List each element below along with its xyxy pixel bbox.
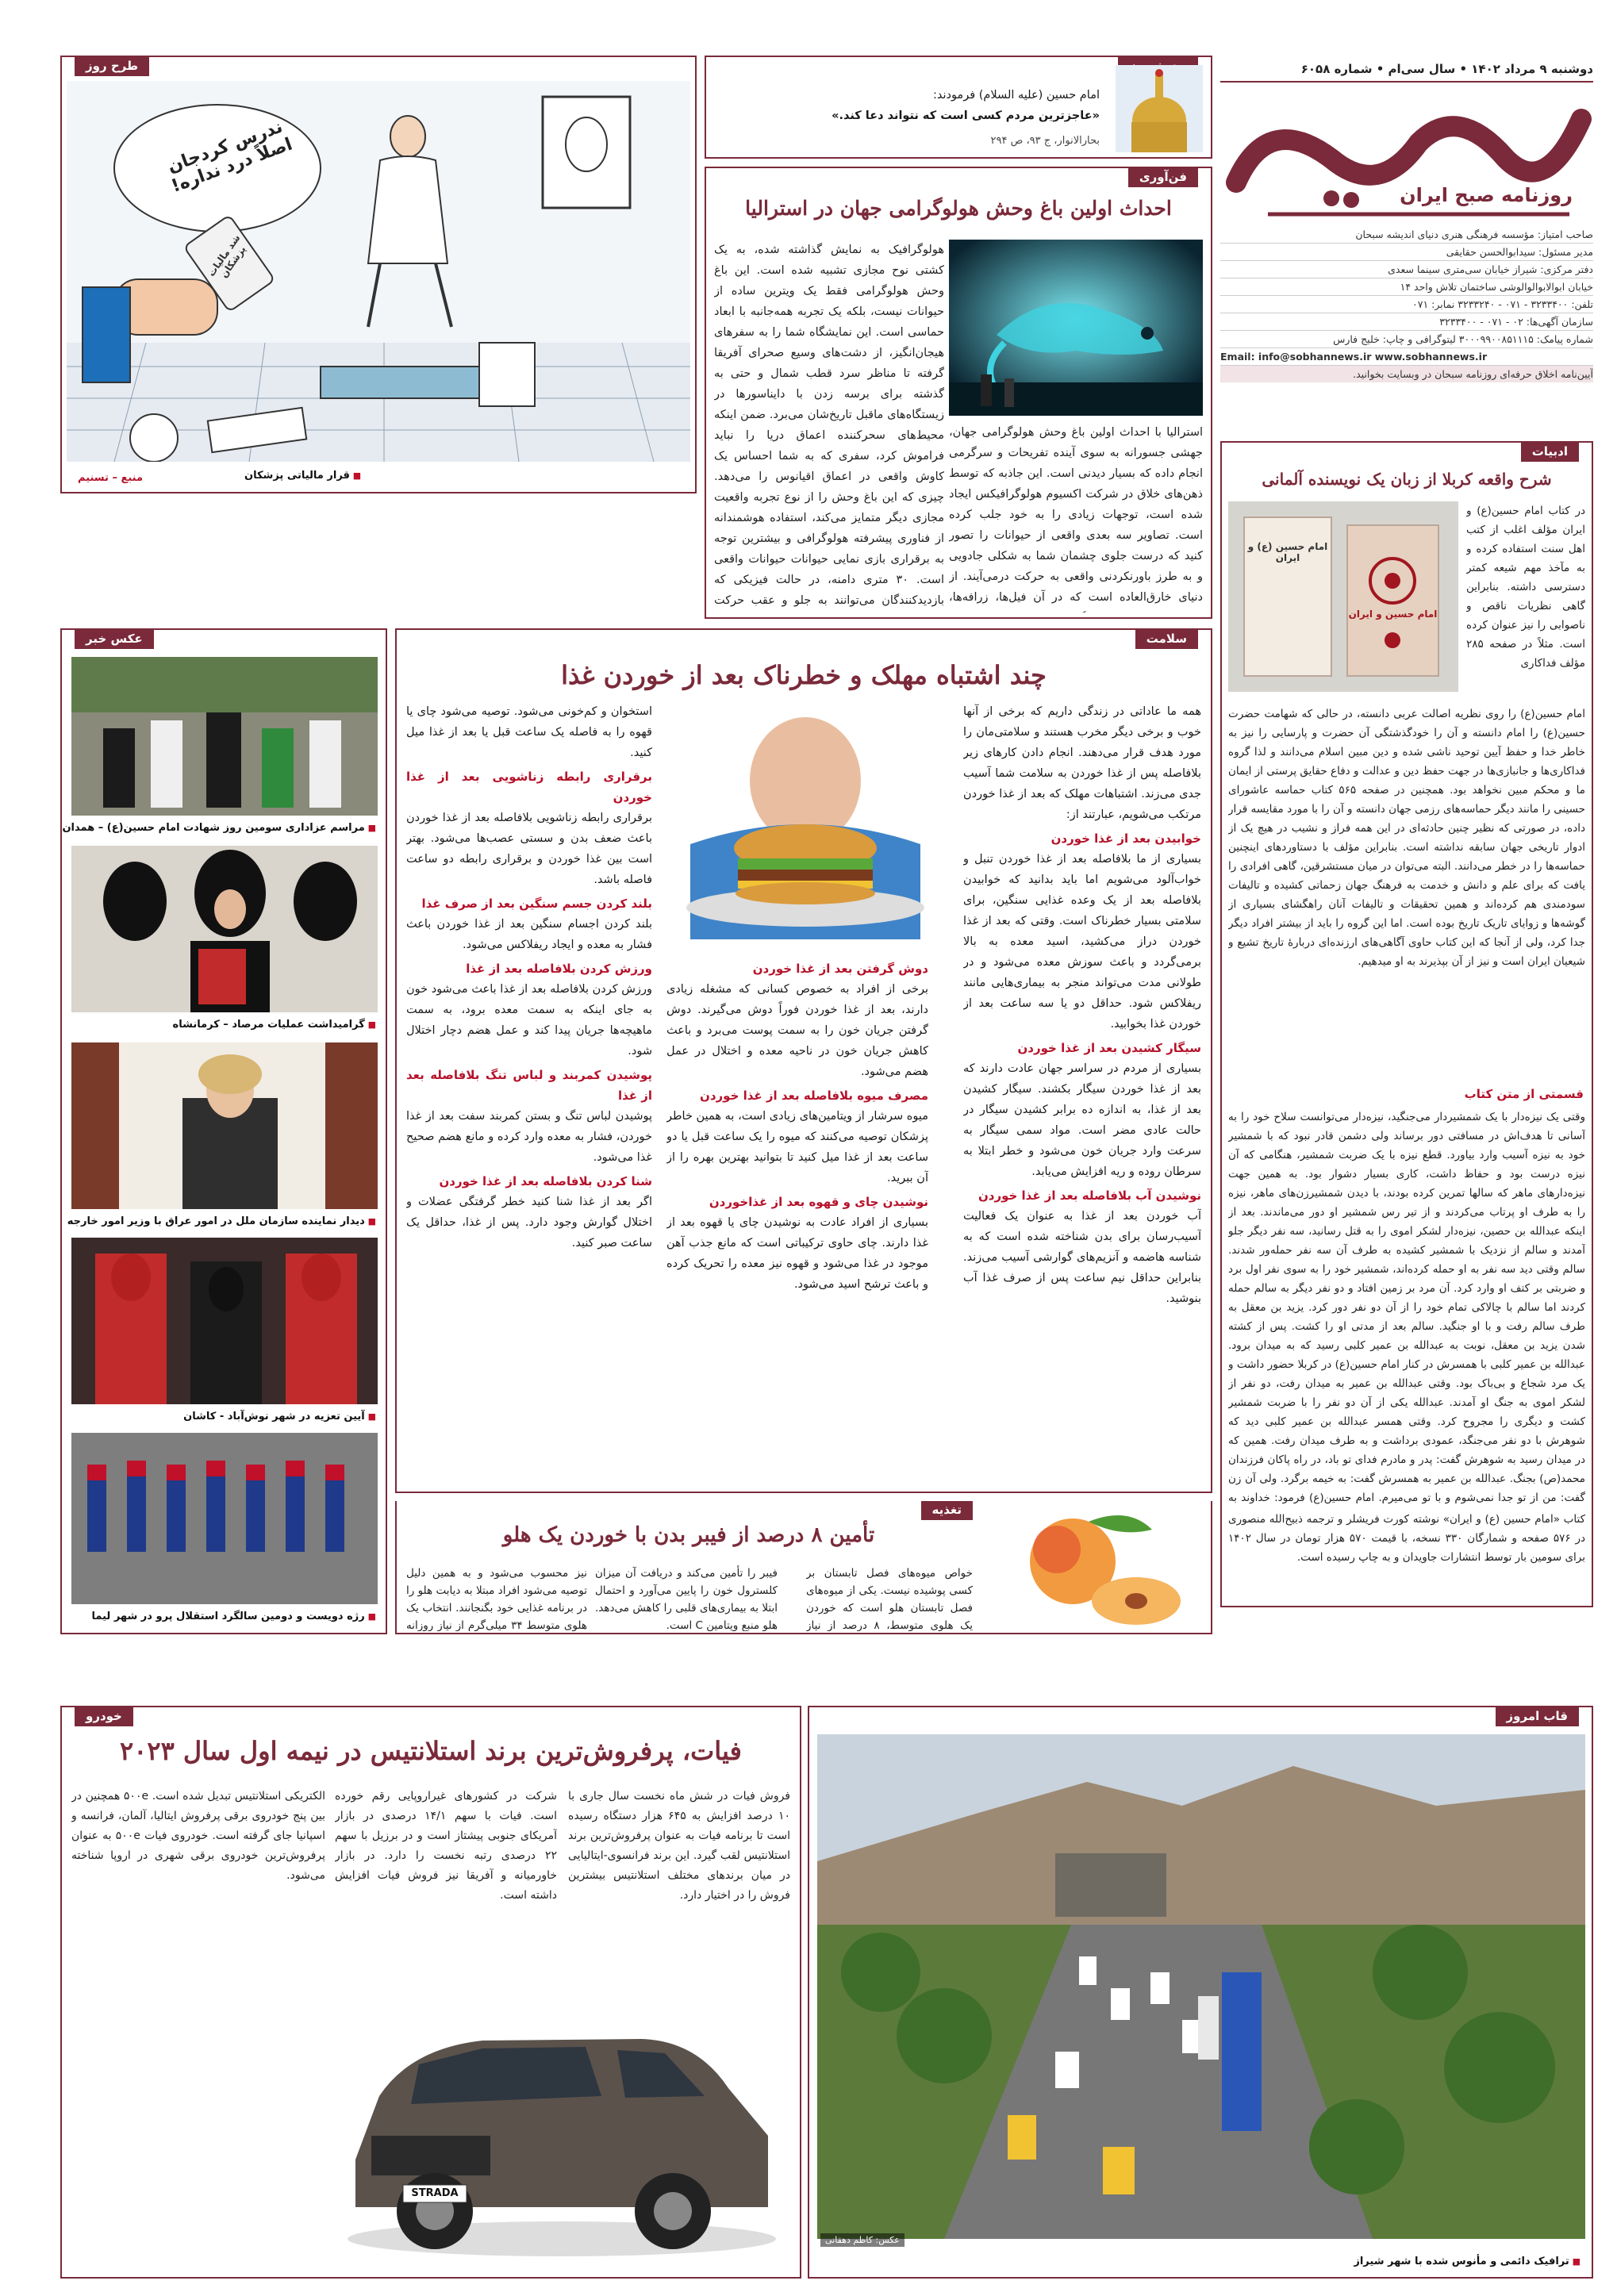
health-intro: همه ما عاداتی در زندگی داریم که برخی از آنها خوب و برخی دیگر مخرب هستند و سلامتی‌مان را مورد هدف قرار می‌دهند. انجام دادن کارهای زیر بلافاصله پس از غذا خوردن به سلامت شما آسیب جدی می‌زند. اشتباهات مهلک که بعد از غذا خوردن مرتکب می‌شویم، عبارتند از: <box>963 705 1201 821</box>
books-excerpt: وقتی یک نیزه‌دار با یک شمشیردار می‌جنگید، نیزه‌دار می‌توانست سلاح خود را به آسانی تا هدف‌اش در مسافتی دور برساند ولی دشمن قادر نبود که با شمشیر خود به نیزه آسیب وارد بیاورد. قطع نیزه با یک ضربت شمشیر، هنگامی که آن نیزه درست بود و حفاظ داشت، کاری بسیار دشوار بود. به همین جهت نیزه‌دارهای ماهر که سالها تمرین کرده بودند، با دیدن شمشیرزن‌های ماهر، نیزه را به طرف او پرتاب می‌کردند و از تیر رس شمشیر او دور می‌ماندند. بعد از اینکه عبدالله بن حصین، نیزه‌دار لشکر اموی را به قتل رسانید، سه نفر دیگر جلو آمدند و سالم از نزدیک با شمشیر کشیده به طرف آن سه نفر حمله‌ور شدند. سالم وقتی دید سه نفر به او حمله کرده‌اند، شمشیر خود را به سوی نفر اول برد و ضربتی بر کتف او وارد کرد. آن مرد بر زمین افتاد و دو نفر دیگر به سالم حمله کردند اما سالم با چالاکی تمام خود را از آن دو نفر دور کرد. یزید بن معقل به طرف سالم رفت و با او جنگید. سالم بعد از مدتی او را کشت. پس از کشته شدن یزید بن معقل، نوبت به عبدالله بن عمیر کلبی رسید که به میدان برود. عبدالله بن عمیر کلبی با همسرش در کنار امام حسین(ع) در کربلا حضور داشت و یک مرد شجاع و بی‌باک بود. وقتی عبدالله بن عمیر به میدان رفت، دو نفر از لشکر اموی به جنگ او آمدند. عبدالله یکی از آن دو نفر را با ضربت شمشیر کشت و دیگری را مجروح کرد. وقتی همسر عبدالله بن عمیر کلبی دید که شوهرش با دو نفر می‌جنگد، عمودی برداشت و به طرف میدان رفت. همین که در میدان رسید به شوهرش گفت: پدر و مادرم فدای تو باد، در راه پاکان فرزندان محمد(ص) بجنگ. عبدالله بن عمیر به همسرش گفت: به خیمه برگرد. ولی آن زن گفت: من از تو جدا نمی‌شوم و با تو می‌میرم. امام حسین(ع) فرمود: خداوند به <box>1228 1111 1585 1504</box>
auto-col-right: فروش فیات در شش ماه نخست سال جاری با ۱۰ درصد افزایش به ۶۴۵ هزار دستگاه رسیده است تا برنامه فیات به عنوان پرفروش‌ترین برند استلانتیس لقب گیرد. این برند فرانسوی-ایتالیایی در میان برندهای مختلف استلانتیس بیشترین فروش را در اختیار دارد. <box>568 1790 790 1902</box>
nutrition-col-middle: فیبر را تأمین می‌کند و دریافت آن میزان کلسترول خون را پایین می‌آورد و احتمال ابتلا به بیماری‌های قلبی را کاهش می‌دهد. هلو منبع ویتامین C است. <box>595 1567 778 1631</box>
health-paragraph: میوه سرشار از ویتامین‌های زیادی است، به همین خاطر پزشکان توصیه می‌کنند که میوه را یک ساعت قبل یا دو ساعت بعد از غذا میل کنید تا بتوانید بهترین بهره را از آن ببرید. <box>666 1110 928 1184</box>
books-intro: در کتاب امام حسین(ع) و ایران مؤلف اغلب از کتب اهل سنت استفاده کرده و به مآخذ مهم شیعه کمتر دسترسی داشته. بنابراین گاهی نظریات ناقص و ناصوابی را نیز عنوان کرده است. مثلاً در صفحه ۲۸۵ مؤلف فداکاری <box>1466 505 1585 670</box>
photo-day-caption: ■ ترافیک دائمی و مأنوس شده با شهر شیراز <box>1354 2256 1581 2267</box>
photo-un-meeting <box>71 1042 378 1209</box>
health-paragraph: پوشیدن لباس تنگ و بستن کمربند سفت بعد از غذا خوردن، فشار به معده وارد کرده و مانع هضم صحیح غذا می‌شود. <box>406 1110 652 1164</box>
photo-tazieh-kashan <box>71 1238 378 1404</box>
health-subhead: بلند کردن جسم سنگین بعد از صرف غذا <box>421 897 652 911</box>
books-box <box>1220 441 1593 1607</box>
nutrition-col-right: خواص میوه‌های فصل تابستان بر کسی پوشیده نیست. یکی از میوه‌های فصل تابستان هلو است که خوردن یک هلوی متوسط، ۸ درصد از نیاز <box>806 1567 973 1631</box>
info-line: آیین‌نامه اخلاق حرفه‌ای روزنامه سبحان در وبسایت بخوانید. <box>1220 366 1593 382</box>
health-paragraph: آب خوردن بعد از غذا به عنوان یک فعالیت آسیب‌رسان برای بدن شناخته شده است که به شناسه هاضمه و آنزیم‌های گوارشی آسیب می‌زند. بنابراین حداقل نیم ساعت پس از صرف غذا آب بنوشید. <box>963 1210 1201 1305</box>
health-box <box>395 628 1212 1493</box>
burger-man-image <box>659 709 952 939</box>
photo-caption: ■ مراسم عزاداری سومین روز شهادت امام حسین(ع) – همدان <box>62 822 376 834</box>
nutrition-box <box>395 1501 1212 1634</box>
date-bar: دوشنبه ۹ مرداد ۱۴۰۲ • سال سی‌ام • شماره ۶۰۵۸ <box>1220 62 1593 83</box>
hadith-line1: امام حسین (علیه السلام) فرمودند: <box>932 89 1100 102</box>
health-subhead: نوشیدن چای و قهوه بعد از غذاخوردن <box>709 1195 928 1209</box>
health-subhead: پوشیدن کمربند و لباس تنگ بلافاصله بعد از غذا <box>406 1068 652 1103</box>
health-subhead: نوشیدن آب بلافاصله بعد از غذا خوردن <box>977 1188 1201 1203</box>
masthead-info <box>1220 226 1593 382</box>
photo-day-box <box>808 1706 1593 2279</box>
health-paragraph: بلند کردن اجسام سنگین بعد از غذا خوردن باعث فشار به معده و ایجاد ریفلاکس می‌شود. <box>406 918 652 951</box>
book-cover-title: امام حسین و ایران <box>1348 609 1438 620</box>
health-paragraph: ورزش کردن بلافاصله بعد از غذا باعث می‌شود خون به جای اینکه به سمت معده برود، به سمت ماهیچه‌ها جریان پیدا کند و عمل هضم دچار اختلال شود. <box>406 983 652 1058</box>
info-line: مدیر مسئول: سیدابوالحسن حقایقی <box>1220 244 1593 261</box>
health-paragraph: بسیاری از مردم در سراسر جهان عادت دارند که بعد از غذا خوردن سیگار بکشند. سیگار کشیدن بعد از غذا، به اندازه ده برابر کشیدن سیگار در حالت عادی مضر است. مواد سمی سیگار به سرعت وارد جریان خون می‌شود و خطر ابتلا به سرطان روده و ریه افزایش می‌یابد. <box>963 1062 1201 1178</box>
books-footer: کتاب «امام حسین (ع) و ایران» نوشته کورت فریشلر و ترجمه ذبیح‌الله منصوری در ۵۷۶ صفحه و شمارگان ۳۳۰ نسخه، با قیمت ۵۷۰ هزار تومان در سال ۱۴۰۲ برای سومین بار توسط انتشارات جاویدان و به چاپ رسیده است. <box>1228 1513 1585 1564</box>
photo-caption: ■ دیدار نماینده سازمان ملل در امور عراق با وزیر امور خارجه <box>67 1215 376 1227</box>
info-line: شماره پیامک: ۳۰۰۰۹۹۰۰۸۵۱۱۱۵ لیتوگرافی و چاپ: خلیج فارس <box>1220 331 1593 348</box>
health-paragraph: بسیاری از ما بلافاصله بعد از غذا خوردن تنبل و خواب‌آلود می‌شویم اما باید بدانید که خوابیدن بلافاصله بعد از یک وعده غذایی سنگین، برای سلامتی بسیار خطرناک است. وقتی که بعد از غذا خوردن دراز می‌کشید، اسید معده به بالا برمی‌گردد و باعث سوزش معده می‌شود و در طولانی مدت می‌تواند منجر به بیماری‌هایی مانند ریفلاکس شود. حداقل دو یا سه ساعت بعد از خوردن غذا بخوابید. <box>963 853 1201 1031</box>
photo-credit: عکس: کاظم دهقانی <box>820 2233 905 2247</box>
health-subhead: سیگار کشیدن بعد از غذا خوردن <box>1017 1041 1201 1055</box>
newspaper-logo <box>1220 87 1593 222</box>
health-paragraph: بسیاری از افراد عادت به نوشیدن چای یا قهوه بعد از غذا دارند. چای حاوی ترکیباتی است که مانع جذب آهن موجود در غذا می‌شود و قهوه نیز معده را تحریک کرده و باعث ترشح اسید می‌شود. <box>666 1216 928 1291</box>
health-paragraph: برخی از افراد به خصوص کسانی که مشغله زیادی دارند، بعد از غذا خوردن فوراً دوش می‌گیرند. دوش گرفتن جریان خون را به سمت پوست می‌برد و باعث کاهش جریان خون در ناحیه معده و اختلال در عمل هضم می‌شود. <box>666 983 928 1078</box>
nutrition-headline: تأمین ۸ درصد از فیبر بدن با خوردن یک هلو <box>502 1523 875 1547</box>
photo-peru-parade <box>71 1433 378 1604</box>
health-col-right <box>963 701 1201 1487</box>
health-paragraph: اگر بعد از غذا شنا کنید خطر گرفتگی عضلات و اختلال گوارش وجود دارد. پس از غذا، حداقل یک ساعت صبر کنید. <box>406 1196 652 1250</box>
health-col-left <box>406 701 652 1487</box>
photo-news-box <box>60 628 387 1634</box>
health-subhead: ورزش کردن بلافاصله بعد از غذا <box>466 962 652 976</box>
health-subhead: خوابیدن بعد از غذا خوردن <box>1050 831 1201 846</box>
section-tag: عکس خبر <box>75 628 154 649</box>
bottle-label: شد مالیات پزشکان <box>205 232 248 280</box>
section-tag: تغذیه <box>921 1501 974 1520</box>
info-line: تلفن: ۳۲۳۳۴۰۰ - ۰۷۱ - ۳۲۳۳۲۴۰ نمابر: ۰۷۱ <box>1220 296 1593 313</box>
section-tag: فن‌آوری <box>1128 167 1198 187</box>
auto-col-left: الکتریکی استلانتیس تبدیل شده است. ۵۰۰e همچنین در بین پنج خودروی برقی پرفروش ایتالیا، آلمان، فرانسه و اسپانیا جای گرفته است. خودروی فیات ۵۰۰e به عنوان پرفروش‌ترین خودروی برقی شهری در اروپا شناخته می‌شود. <box>71 1790 325 1882</box>
peach-image <box>977 1506 1200 1630</box>
cartoon-box <box>60 56 697 493</box>
health-headline: چند اشتباه مهلک و خطرناک بعد از خوردن غذا <box>561 660 1047 690</box>
health-subhead: برقراری رابطه زناشویی بعد از غذا خوردن <box>406 770 652 804</box>
license-plate: STRADA <box>411 2187 459 2199</box>
books-body: امام حسین(ع) را روی نظریه اصالت عربی دانسته، در حالی که شهامت حضرت حسین(ع) را امام دانسته و آن را خودگذشتگی آن حضرت و پارسایی را نیز به خاطر خدا و حفظ آیین توحید ناشی شده و دین مبین اسلام می‌دانند و لذا گروه فداکاری‌ها و جانبازی‌ها در جهت حفظ دین و عدالت و دفاع حقایق پرستی از ایمان ما و محکم مبین نخواهد بود. همچنین در صفحه ۵۶۵ کتاب حماسه عاشورای حسینی را مانند دیگر حماسه‌های رزمی جهان دانسته و آن را با مورد مقایسه قرار داده، در صورتی که نظیر چنین حادثه‌ای در این همه فراز و نشیب در هیچ یک از ادوار تاریخی جهان سابقه نداشته است. بنابراین مؤلف با دستاوردهای اینچنین حماسه‌ها را در خطر می‌دانند. البته می‌توان در میان مستشرقین، گاهی افرادی را یافت که برای علم و دانش و خدمت به فرهنگ جهان زحماتی کشیده و تالیفات سودمندی هم کرده‌اند و همین تحقیقات و تالیفات آنان راهگشای بسیاری از گوشه‌ها و زوایای تاریک تاریخ بوده است. اما این گروه را باید از بیشتر افراد دیگر جدا کرد، ولی از آنجا که این کتاب حاوی آگاهی‌های ارزنده‌ای دربارهٔ تاریخ تشیع و شیعیان ایران است و نیز از آن بپذیرند به او میدهیم. <box>1228 708 1585 968</box>
cartoon-drawing <box>67 81 690 462</box>
hadith-line2: «عاجزترین مردم کسی است که نتواند دعا کند.» <box>832 109 1100 122</box>
info-line: خیابان ابوالابوالوالوشی ساختمان تلاش واحد ۱۴ <box>1220 278 1593 296</box>
tech-box <box>705 167 1212 619</box>
tech-col-left: هولوگرافیک به نمایش گذاشته شده، به یک کشتی نوح مجازی تشبیه شده است. این باغ وحش هولوگرامی فقط یک ویترین ساده از حیوانات نیست، بلکه یک تجربه همه‌جانبه با ابعاد حماسی است. این نمایشگاه شما را به سفرهای هیجان‌انگیز، از دشت‌های وسیع صحرای آفریقا گرفته تا مناظر سرد قطب شمال و حتی به گذشته برای برسه زدن با دایناسورها در زیستگاه‌های ماقبل تاریخ‌شان می‌برد. ضمن اینکه محیط‌های سحرکننده اعماق دریا را نباید فراموش کرد، سفری که به شما احساس یک کاوش واقعی در اعماق اقیانوس را می‌دهد. چیزی که این باغ وحش را از نوع تجربه واقعیت مجازی دیگر متمایز می‌کند، استفاده هوشمندانه از فناوری پیشرفته هولوگرافی و بیشترین توجه به برقراری بازی نمایی حیوانات حیوانات واقعی است. ۳۰ متری دامنه، در حالت فیزیکی که بازدیدکنندگان می‌توانند به جلو و عقب حرکت <box>714 244 944 607</box>
health-paragraph: برقراری رابطه زناشویی بلافاصله بعد از غذا خوردن باعث ضعف بدن و سستی عصب‌ها می‌شود. بهتر است بین غذا خوردن و برقراری رابطه دو ساعت فاصله باشد. <box>406 812 652 886</box>
photo-mourning-hamedan <box>71 657 378 816</box>
cartoon-source: منبع – تسنیم <box>78 472 144 484</box>
health-col-middle <box>666 955 928 1487</box>
speech-bubble-text: ندرس کردجان اصلاً درد نداره! <box>164 117 295 197</box>
shiraz-traffic-image <box>817 1734 1585 2239</box>
hadith-box <box>705 56 1212 159</box>
health-subhead: دوش گرفتن بعد از غذا خوردن <box>752 962 928 976</box>
fiat-car-image <box>324 1977 792 2271</box>
hologram-chameleon-image <box>949 240 1203 416</box>
section-tag: سلامت <box>1135 628 1198 649</box>
section-tag: ادبیات <box>1521 441 1579 462</box>
cartoon-caption: ■ قرار مالیاتی پزشکان <box>244 470 361 482</box>
nutrition-col-left: نیز محسوب می‌شود و به همین دلیل توصیه می‌شود افراد مبتلا به دیابت هلو را در برنامه غذایی خود بگنجانند. انتخاب یک هلوی متوسط ۳۴ میلی‌گرم از نیاز روزانه <box>406 1567 587 1631</box>
contact-line[interactable]: Email: info@sobhannews.ir www.sobhannews.ir <box>1220 348 1593 366</box>
info-line: صاحب امتیاز: مؤسسه فرهنگی هنری دنیای اندیشه سبحان <box>1220 226 1593 244</box>
photo-caption: ■ رژه دویست و دومین سالگرد استقلال پرو در شهر لیما <box>92 1611 376 1622</box>
health-subhead: شنا کردن بلافاصله بعد از غذا خوردن <box>439 1174 652 1188</box>
auto-headline: فیات، پرفروش‌ترین برند استلانتیس در نیمه اول سال ۲۰۲۳ <box>120 1736 742 1766</box>
photo-caption: ■ آیین تعزیه در شهر نوش‌آباد - کاشان <box>183 1411 376 1423</box>
section-tag: خودرو <box>75 1706 133 1726</box>
books-subhead: قسمتی از متن کتاب <box>1464 1087 1584 1101</box>
auto-col-middle: شرکت در کشورهای غیراروپایی رقم خورده است. فیات با سهم ۱۴/۱ درصدی در بازار آمریکای جنوبی پیشتاز است و در برزیل با سهم ۲۲ درصدی رتبه نخست را دارد. در بازار خاورمیانه و آفریقا نیز فروش فیات افزایش داشته است. <box>335 1790 557 1902</box>
auto-box <box>60 1706 801 2279</box>
section-tag: طرح روز <box>75 56 149 76</box>
books-headline: شرح واقعه کربلا از زبان یک نویسنده آلمانی <box>1262 470 1552 489</box>
photo-mersad-kermanshah <box>71 846 378 1012</box>
info-line: سازمان آگهی‌ها: ۰۲ - ۰۷۱ - ۳۲۳۳۴۰۰ <box>1220 313 1593 331</box>
health-paragraph: استخوان و کم‌خونی می‌شود. توصیه می‌شود چای یا قهوه را به فاصله یک ساعت قبل یا بعد از غذا میل کنید. <box>406 705 652 759</box>
logo-subtitle: روزنامه صبح ایران <box>1395 184 1577 206</box>
section-tag: قاب امروز <box>1496 1706 1579 1726</box>
masthead <box>1220 56 1593 436</box>
book-cover-title: امام حسین (ع) و ایران <box>1247 541 1328 563</box>
photo-caption: ■ گرامیداشت عملیات مرصاد – کرمانشاه <box>173 1019 376 1031</box>
health-subhead: مصرف میوه بلافاصله بعد از غذا خوردن <box>700 1088 928 1103</box>
tech-headline: احداث اولین باغ وحش هولوگرامی جهان در استرالیا <box>745 197 1172 220</box>
book-covers-image <box>1228 501 1458 692</box>
tech-col-right: استرالیا با احداث اولین باغ وحش هولوگرامی جهان، جهشی جسورانه به سوی آینده تفریحات و سرگرمی انجام داده که بسیار دیدنی است. این جاذبه که توسط ذهن‌های خلاق در شرکت اکسیوم هولوگرافیکس ایجاد شده است، توجهات زیادی را به خود جلب کرده است. تصاویر سه بعدی واقعی از حیوانات را تصور کنید که درست جلوی چشمان شما به شکلی جادویی و به طرز باورنکردنی واقعی به حرکت درمی‌آیند. از دنیای خارق‌العاده است که در آن فیل‌ها، زرافه‌ها، <box>949 426 1203 604</box>
shrine-image <box>1116 65 1203 152</box>
info-line: دفتر مرکزی: شیراز خیابان سی‌متری سینما سعدی <box>1220 261 1593 278</box>
hadith-source: بحارالانوار، ج ۹۳، ص ۲۹۴ <box>990 135 1100 147</box>
